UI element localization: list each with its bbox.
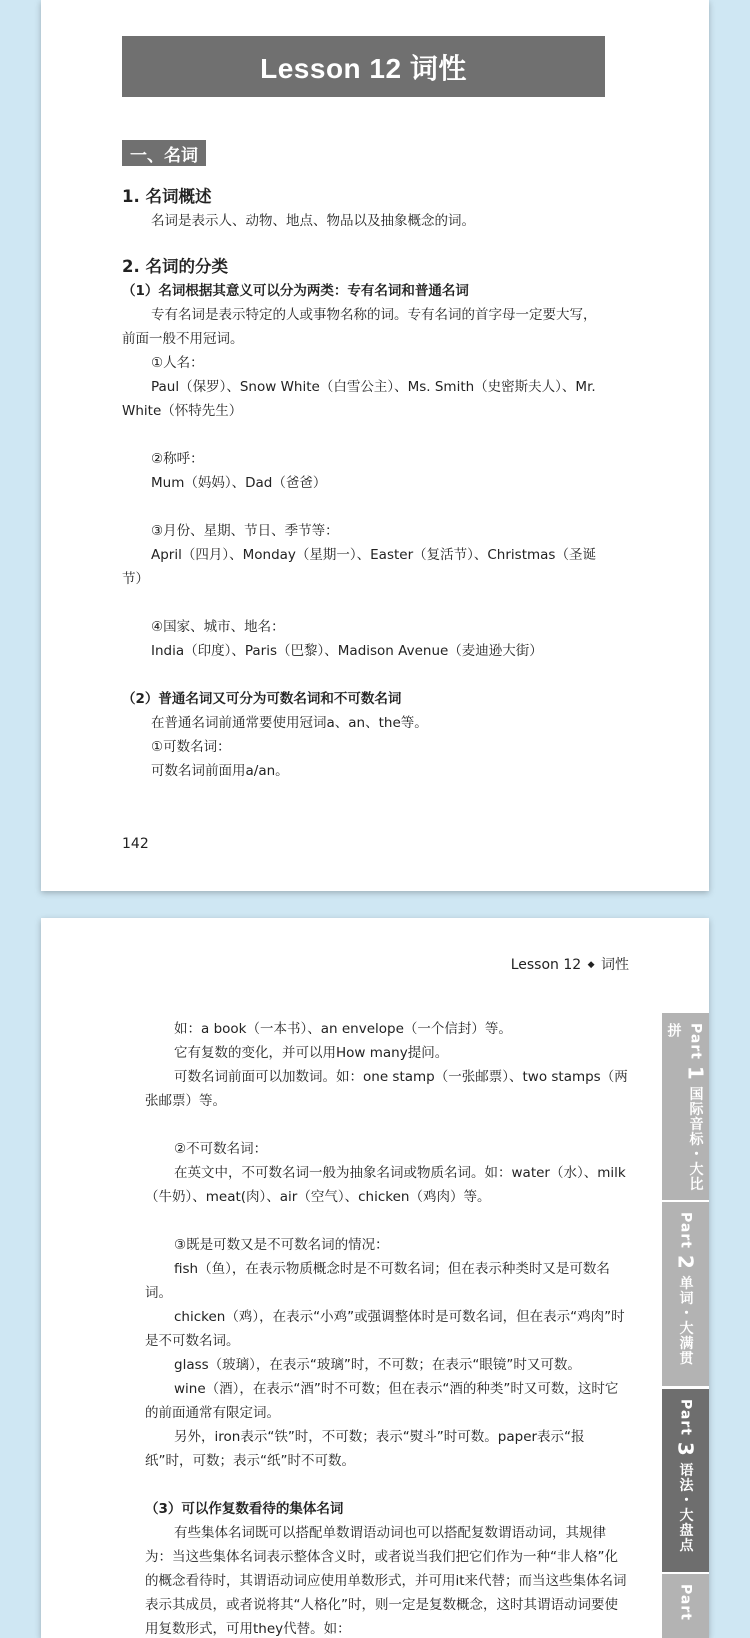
subheading-3: （3）可以作复数看待的集体名词	[145, 1501, 344, 1517]
item-label: ④国家、城市、地名：	[151, 619, 285, 635]
paragraph: fish（鱼），在表示物质概念时是不可数名词；但在表示种类时又是可数名词。	[145, 1261, 610, 1301]
item-label: ①人名：	[151, 355, 204, 371]
item-text: 可数名词前面用a/an。	[151, 763, 289, 779]
heading-noun-overview: 1. 名词概述	[122, 187, 212, 206]
subheading-2: （2）普通名词又可分为可数名词和不可数名词	[122, 691, 402, 707]
tab-part-number: 2	[673, 1254, 698, 1270]
item-label: ③月份、星期、节日、季节等：	[151, 523, 339, 539]
paragraph: 专有名词是表示特定的人或事物名称的词。专有名词的首字母一定要大写，前面一般不用冠词。	[122, 307, 597, 347]
item-label: ②不可数名词：	[174, 1141, 268, 1157]
page2-body	[145, 1017, 629, 1638]
paragraph: glass（玻璃），在表示“玻璃”时，不可数；在表示“眼镜”时又可数。	[174, 1357, 581, 1373]
paragraph: 另外，iron表示“铁”时，不可数；表示“熨斗”时可数。paper表示“报纸”时，可数；表示“纸”时不可数。	[145, 1429, 585, 1469]
item-label: ③既是可数又是不可数名词的情况：	[174, 1237, 389, 1253]
item-text: April（四月）、Monday（星期一）、Easter（复活节）、Christmas（圣诞节）	[122, 547, 596, 587]
paragraph: 它有复数的变化，并可以用How many提问。	[174, 1045, 449, 1061]
running-head-lesson: Lesson 12	[510, 957, 582, 973]
book-page-143	[41, 918, 709, 1638]
lesson-title-banner: Lesson 12 词性	[122, 36, 605, 97]
paragraph: 如：a book（一本书）、an envelope（一个信封）等。	[174, 1021, 512, 1037]
tab-part-label: Part	[677, 1212, 694, 1249]
item-text: Paul（保罗）、Snow White（白雪公主）、Ms. Smith（史密斯夫人）、Mr. White（怀特先生）	[122, 379, 596, 419]
paragraph: 可数名词前面可以加数词。如：one stamp（一张邮票）、two stamps（两张邮票）等。	[145, 1069, 628, 1109]
tab-part-title: 语法・大盘点	[677, 1462, 694, 1553]
tab-part-number: 3	[673, 1441, 698, 1457]
item-label: ①可数名词：	[151, 739, 231, 755]
paragraph: 名词是表示人、动物、地点、物品以及抽象概念的词。	[151, 213, 475, 229]
paragraph: 在英文中，不可数名词一般为抽象名词或物质名词。如：water（水）、milk（牛奶）、meat(肉）、air（空气）、chicken（鸡肉）等。	[145, 1165, 626, 1205]
paragraph: chicken（鸡），在表示“小鸡”或强调整体时是可数名词，但在表示“鸡肉”时是不可数名词。	[145, 1309, 625, 1349]
running-head	[511, 954, 629, 974]
book-page-142	[41, 0, 709, 891]
paragraph: 在普通名词前通常要使用冠词a、an、the等。	[151, 715, 428, 731]
item-text: India（印度）、Paris（巴黎）、Madison Avenue（麦迪逊大街）	[151, 643, 543, 659]
tab-part-1[interactable]	[662, 1013, 709, 1200]
subheading-1: （1）名词根据其意义可以分为两类：专有名词和普通名词	[122, 283, 469, 299]
tab-part-label: Part	[677, 1584, 694, 1621]
tab-part-label: Part	[677, 1399, 694, 1436]
tab-part-4[interactable]	[662, 1574, 709, 1638]
paragraph: wine（酒），在表示“酒”时不可数；但在表示“酒的种类”时又可数，这时它的前面通常有限定词。	[145, 1381, 619, 1421]
page1-body	[122, 185, 608, 783]
page-number: 142	[122, 836, 149, 852]
heading-noun-classification: 2. 名词的分类	[122, 257, 228, 276]
tab-part-title: 国际音标・大比拼	[665, 1023, 704, 1192]
item-text: Mum（妈妈）、Dad（爸爸）	[151, 475, 327, 491]
tab-part-3[interactable]	[662, 1389, 709, 1572]
tab-part-title: 单词・大满贯	[677, 1275, 694, 1366]
tab-part-label: Part	[687, 1023, 704, 1060]
tab-part-number: 1	[683, 1065, 708, 1081]
paragraph: 有些集体名词既可以搭配单数谓语动词也可以搭配复数谓语动词，其规律为：当这些集体名词表示整体含义时，或者说当我们把它们作为一种“非人格”化的概念看待时，其谓语动词应使用单数形式，并可用it来代替；而当这些集体名词表示其成员，或者说将其“人格化”时，则一定是复数概念，这时其谓语动词要使用复数形式，可用they代替。如：	[145, 1525, 627, 1637]
running-head-topic: 词性	[601, 957, 629, 973]
tab-part-2[interactable]	[662, 1202, 709, 1386]
item-label: ②称呼：	[151, 451, 204, 467]
diamond-icon: ◆	[587, 960, 595, 970]
section-tag: 一、名词	[122, 140, 206, 166]
